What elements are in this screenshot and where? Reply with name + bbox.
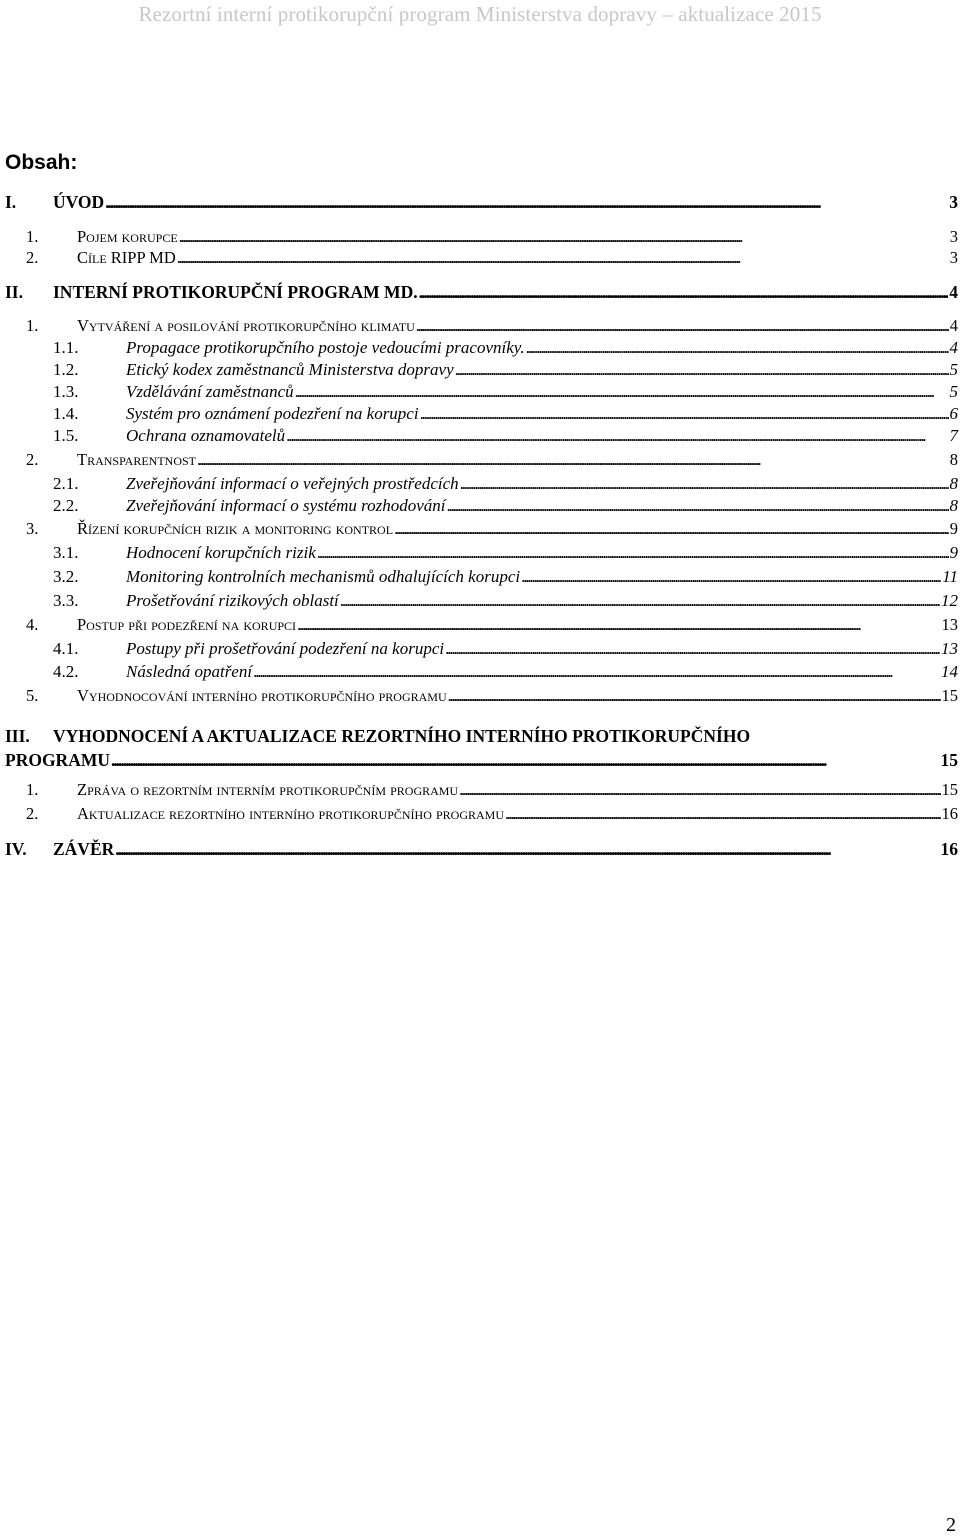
- toc-entry-number: 3.1.: [53, 543, 79, 562]
- toc-entry-title: Systém pro oznámení podezření na korupci: [126, 404, 419, 423]
- toc-dot-leader: [295, 382, 949, 402]
- toc-entry-page: 4: [949, 338, 958, 357]
- toc-entry-page: 12: [941, 591, 958, 610]
- toc-entry-page: 8: [949, 450, 958, 469]
- toc-entry-number: I.: [5, 192, 17, 212]
- toc-entry-number: 3.: [26, 519, 39, 538]
- toc-entry-page: 8: [949, 496, 958, 515]
- toc-dot-leader: [521, 567, 941, 587]
- toc-entry[interactable]: [0, 565, 958, 587]
- toc-dot-leader: [286, 426, 948, 446]
- toc-dot-leader: [340, 591, 940, 611]
- toc-dot-leader: [445, 639, 940, 659]
- toc-entry-title: Hodnocení korupčních rizik: [126, 543, 316, 562]
- toc-dot-leader: [416, 316, 949, 336]
- toc-dot-leader: [448, 686, 941, 706]
- toc-entry[interactable]: [0, 280, 958, 302]
- toc-entry[interactable]: [0, 589, 958, 611]
- toc-entry[interactable]: [0, 380, 958, 402]
- toc-entry-title: Vzdělávání zaměstnanců: [126, 382, 294, 401]
- toc-dot-leader: [177, 248, 949, 268]
- toc-entry-number: 1.: [26, 316, 39, 335]
- toc-entry-page: 5: [949, 360, 958, 379]
- toc-entry-number: 4.1.: [53, 639, 79, 658]
- toc-entry[interactable]: [0, 494, 958, 516]
- toc-entry-page: 4: [949, 282, 958, 302]
- toc-entry-page: 11: [942, 567, 958, 586]
- toc-dot-leader: [419, 282, 949, 302]
- toc-entry[interactable]: [0, 246, 958, 268]
- toc-entry-page: 15: [940, 750, 958, 770]
- toc-entry[interactable]: [0, 660, 958, 682]
- toc-entry[interactable]: [0, 225, 958, 247]
- toc-entry-page: 7: [949, 426, 958, 445]
- toc-entry-title: Etický kodex zaměstnanců Ministerstva dopravy: [126, 360, 454, 379]
- toc-dot-leader: [505, 804, 940, 824]
- toc-entry-title: Ochrana oznamovatelů: [126, 426, 286, 445]
- toc-dot-leader: [394, 519, 949, 539]
- toc-dot-leader: [197, 450, 949, 470]
- toc-dot-leader: [105, 192, 948, 212]
- toc-entry-page: 8: [949, 474, 958, 493]
- toc-dot-leader: [459, 780, 940, 800]
- toc-entry[interactable]: [0, 472, 958, 494]
- toc-entry-page: 13: [941, 639, 958, 658]
- toc-dot-leader: [526, 338, 949, 358]
- toc-entry-page: 15: [941, 780, 958, 799]
- toc-entry[interactable]: [0, 541, 958, 563]
- toc-entry[interactable]: [0, 684, 958, 706]
- toc-entry-page: 9: [949, 519, 958, 538]
- toc-entry[interactable]: [0, 637, 958, 659]
- toc-entry-title: Aktualizace rezortního interního protikorupčního programu: [77, 804, 505, 823]
- toc-entry-page: 14: [941, 662, 958, 681]
- toc-entry-title: Zveřejňování informací o veřejných prostředcích: [126, 474, 459, 493]
- toc-entry-number: 4.2.: [53, 662, 79, 681]
- toc-entry[interactable]: [0, 358, 958, 380]
- toc-entry[interactable]: [0, 448, 958, 470]
- toc-entry-number: 2.: [26, 450, 39, 469]
- toc-entry-number: 3.3.: [53, 591, 79, 610]
- toc-entry-number: 3.2.: [53, 567, 79, 586]
- toc-entry-title: Následná opatření: [126, 662, 253, 681]
- toc-entry-title: Pojem korupce: [77, 227, 178, 246]
- toc-dot-leader: [317, 543, 949, 563]
- toc-dot-leader: [420, 404, 949, 424]
- toc-entry-number: 1.: [26, 780, 39, 799]
- toc-entry-number: 4.: [26, 615, 39, 634]
- toc-entry-title: Vytváření a posilování protikorupčního klimatu: [77, 316, 415, 335]
- toc-entry[interactable]: [0, 314, 958, 336]
- page-number: 2: [946, 1514, 956, 1536]
- toc-entry-page: 6: [949, 404, 958, 423]
- toc-entry-page: 13: [941, 615, 958, 634]
- toc-dot-leader: [455, 360, 949, 380]
- toc-entry-number: 1.5.: [53, 426, 79, 445]
- toc-dot-leader: [253, 662, 940, 682]
- toc-entry[interactable]: [0, 613, 958, 635]
- running-header: Rezortní interní protikorupční program Ministerstva dopravy – aktualizace 2015: [138, 2, 822, 26]
- toc-dot-leader: [111, 748, 940, 772]
- toc-entry-number: 1.4.: [53, 404, 79, 423]
- toc-entry-number: 1.3.: [53, 382, 79, 401]
- toc-dot-leader: [179, 227, 949, 247]
- toc-entry[interactable]: [0, 336, 958, 358]
- toc-entry-page: 16: [941, 804, 958, 823]
- toc-entry-title: Řízení korupčních rizik a monitoring kontrol: [77, 519, 394, 538]
- toc-entry-page: 16: [940, 839, 958, 859]
- toc-entry-title: Propagace protikorupčního postoje vedoucími pracovníky.: [126, 338, 525, 357]
- toc-entry-page: 3: [949, 227, 958, 246]
- toc-entry-number: IV.: [5, 839, 27, 859]
- toc-entry-page: 3: [949, 248, 958, 267]
- toc-entry-title-continued: PROGRAMU: [5, 750, 110, 770]
- toc-entry[interactable]: [0, 517, 958, 539]
- toc-dot-leader: [460, 474, 949, 494]
- toc-entry-title: Transparentnost: [77, 450, 196, 469]
- toc-entry-page: 3: [949, 192, 958, 212]
- toc-entry[interactable]: [0, 837, 958, 859]
- toc-dot-leader: [115, 839, 939, 859]
- toc-entry-number: II.: [5, 282, 23, 302]
- toc-entry-title: Monitoring kontrolních mechanismů odhalujících korupci: [126, 567, 521, 586]
- toc-entry-number: 2.2.: [53, 496, 79, 515]
- toc-entry-title: Vyhodnocování interního protikorupčního programu: [77, 686, 447, 705]
- toc-entry-title: Zpráva o rezortním interním protikorupčním programu: [77, 780, 459, 799]
- toc-entry-title: ZÁVĚR: [53, 839, 115, 859]
- toc-entry-title: INTERNÍ PROTIKORUPČNÍ PROGRAM MD.: [53, 282, 418, 302]
- toc-entry-page: 4: [949, 316, 958, 335]
- toc-entry-title: Zveřejňování informací o systému rozhodování: [126, 496, 446, 515]
- toc-entry-title: ÚVOD: [53, 192, 105, 212]
- toc-entry-number: 1.2.: [53, 360, 79, 379]
- toc-entry-page: 5: [949, 382, 958, 401]
- toc-entry[interactable]: [0, 424, 958, 446]
- toc-entry-number: 2.: [26, 804, 39, 823]
- toc-entry-title: Cíle RIPP MD: [77, 248, 176, 267]
- toc-entry-title: Postupy při prošetřování podezření na korupci: [126, 639, 445, 658]
- toc-entry-number: 2.: [26, 248, 39, 267]
- toc-entry-number: 1.1.: [53, 338, 79, 357]
- toc-entry-title: VYHODNOCENÍ A AKTUALIZACE REZORTNÍHO INTERNÍHO PROTIKORUPČNÍHO: [53, 726, 751, 746]
- toc-dot-leader: [297, 615, 940, 635]
- toc-entry-number: 5.: [26, 686, 39, 705]
- toc-entry[interactable]: [0, 778, 958, 800]
- toc-entry-title: Postup při podezření na korupci: [77, 615, 297, 634]
- toc-entry-page: 9: [949, 543, 958, 562]
- toc-entry-title: Prošetřování rizikových oblastí: [126, 591, 339, 610]
- toc-dot-leader: [447, 496, 949, 516]
- toc-entry[interactable]: [0, 190, 958, 212]
- toc-entry-page: 15: [941, 686, 958, 705]
- toc-entry-number: 1.: [26, 227, 39, 246]
- toc-entry[interactable]: [0, 802, 958, 824]
- toc-heading: Obsah:: [5, 151, 78, 174]
- toc-entry[interactable]: [0, 402, 958, 424]
- toc-entry-number: 2.1.: [53, 474, 79, 493]
